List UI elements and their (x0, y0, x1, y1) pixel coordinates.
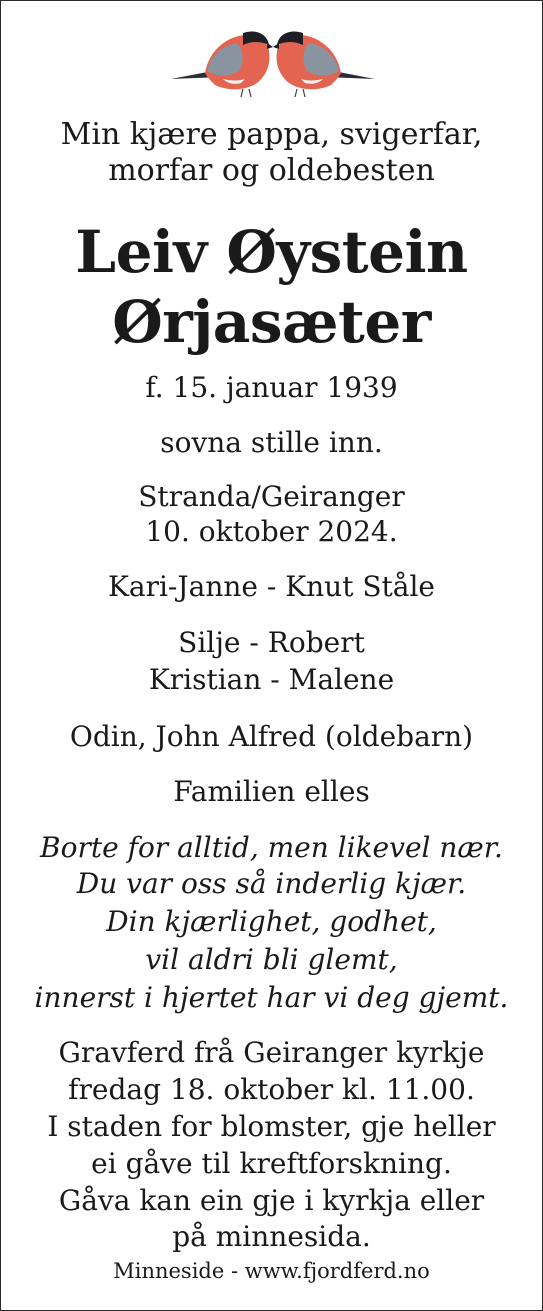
funeral-line-5: Gåva kan ein gje i kyrkja eller (58, 1184, 485, 1217)
funeral-line-6: på minnesida. (172, 1220, 371, 1253)
grandchildren-line-2: Kristian - Malene (148, 663, 395, 696)
deceased-name-line-2: Ørjasæter (112, 288, 431, 356)
funeral-line-2: fredag 18. oktober kl. 11.00. (68, 1073, 475, 1106)
poem-line-4: vil aldri bli glemt, (145, 943, 398, 976)
passed-text: sovna stille inn. (160, 426, 383, 459)
intro-line-1: Min kjære pappa, svigerfar, (60, 117, 483, 152)
bullfinch-bird-icon (273, 32, 375, 98)
bullfinch-bird-icon (171, 32, 273, 98)
funeral-line-3: I staden for blomster, gje heller (47, 1110, 496, 1143)
birth-date: f. 15. januar 1939 (145, 371, 398, 404)
poem-line-3: Din kjærlighet, godhet, (106, 905, 437, 938)
poem-line-2: Du var oss så inderlig kjær. (76, 867, 467, 900)
poem-line-1: Borte for alltid, men likevel nær. (40, 831, 503, 864)
intro-line-2: morfar og oldebesten (108, 153, 435, 188)
grandchildren-line-1: Silje - Robert (178, 626, 365, 659)
date-of-death: 10. oktober 2024. (145, 515, 398, 548)
place: Stranda/Geiranger (138, 480, 405, 513)
memorial-link[interactable]: Minneside - www.fjordferd.no (113, 1259, 430, 1283)
poem-line-5: innerst i hjertet har vi deg gjemt. (34, 981, 509, 1014)
deceased-name-line-1: Leiv Øystein (75, 218, 468, 286)
children-names: Kari-Janne - Knut Ståle (107, 570, 436, 603)
funeral-line-4: ei gåve til kreftforskning. (91, 1147, 452, 1180)
funeral-line-1: Gravferd frå Geiranger kyrkje (58, 1036, 485, 1069)
family-others: Familien elles (173, 775, 370, 808)
bullfinch-pair-icon (163, 19, 383, 99)
great-grandchildren: Odin, John Alfred (oldebarn) (69, 720, 474, 753)
